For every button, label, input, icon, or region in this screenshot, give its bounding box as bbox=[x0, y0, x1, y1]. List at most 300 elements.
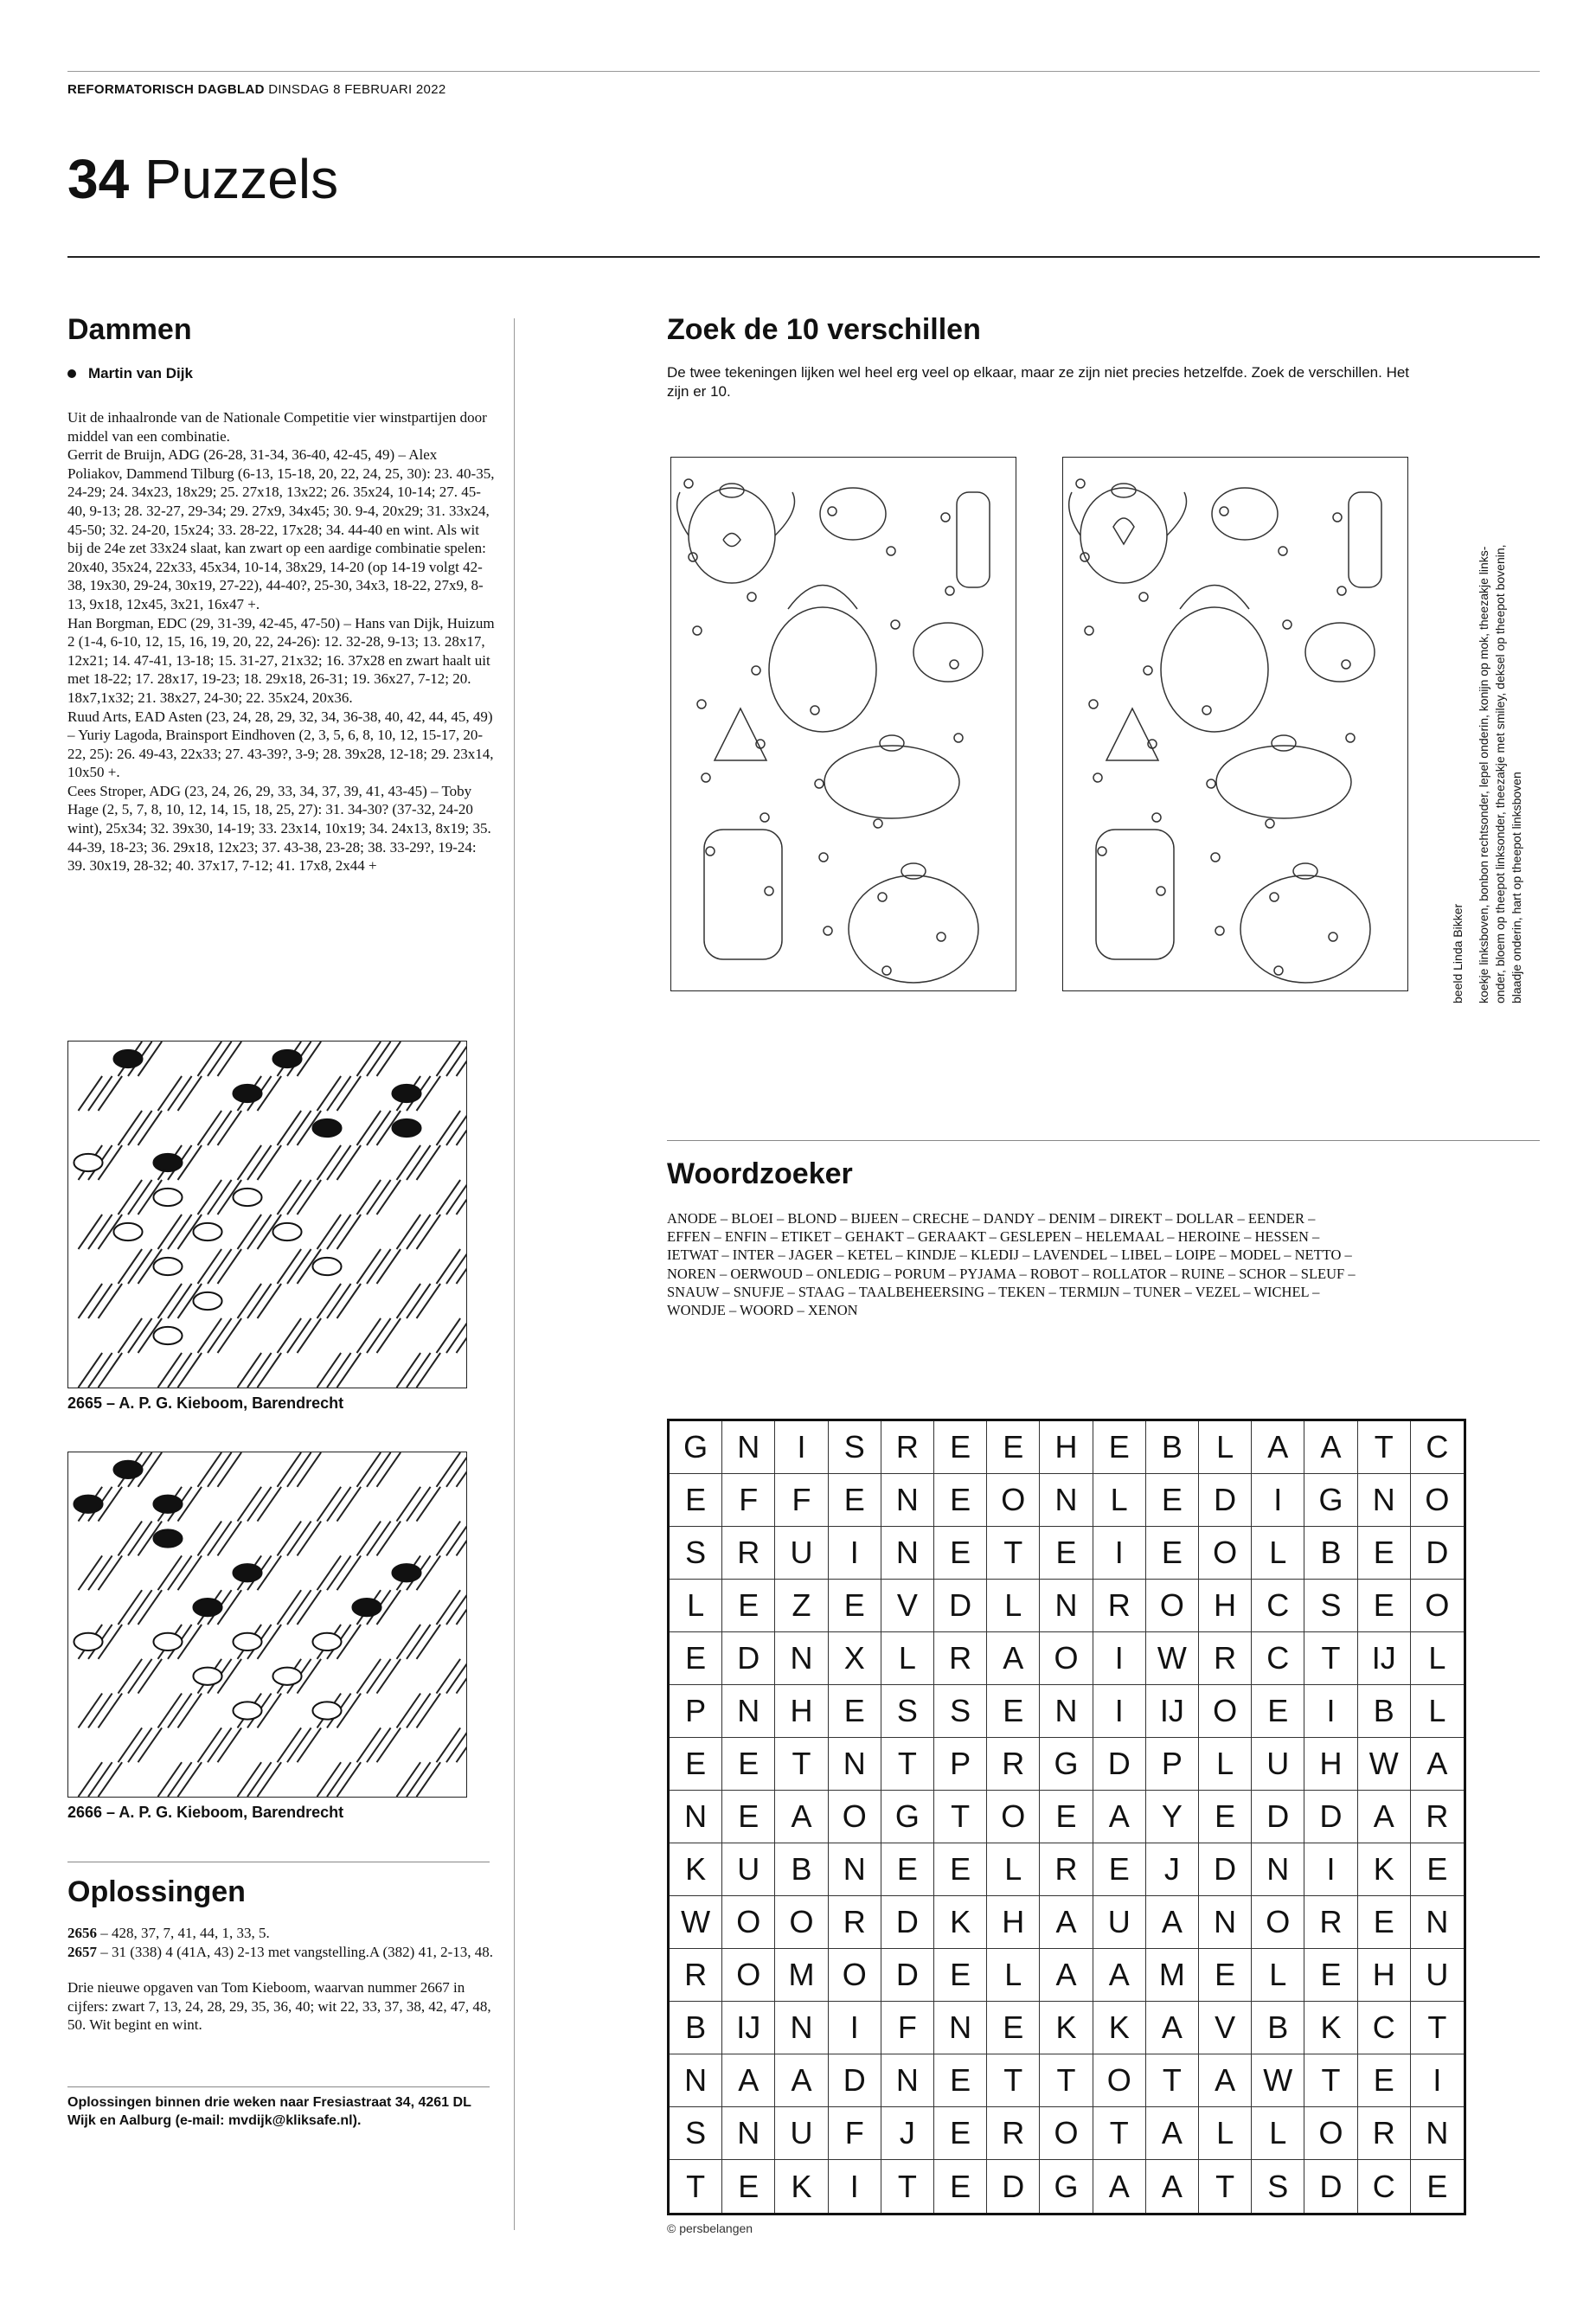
grid-cell[interactable]: L bbox=[670, 1580, 722, 1632]
grid-cell[interactable]: N bbox=[881, 1527, 934, 1580]
decor-circle bbox=[1157, 887, 1165, 895]
grid-cell[interactable]: D bbox=[1304, 2160, 1357, 2213]
grid-cell[interactable]: O bbox=[1146, 1580, 1199, 1632]
grid-cell[interactable]: L bbox=[1199, 1738, 1252, 1791]
grid-cell[interactable]: R bbox=[1304, 1896, 1357, 1949]
grid-cell[interactable]: D bbox=[987, 2160, 1040, 2213]
grid-cell[interactable]: I bbox=[1304, 1843, 1357, 1896]
grid-cell[interactable]: H bbox=[1358, 1949, 1411, 2002]
grid-cell[interactable]: N bbox=[1040, 1474, 1093, 1527]
grid-cell[interactable]: K bbox=[670, 1843, 722, 1896]
grid-cell[interactable]: K bbox=[1093, 2002, 1146, 2054]
teapot-lid-bottom bbox=[901, 863, 926, 879]
board-hatch-line bbox=[407, 1694, 431, 1728]
grid-cell[interactable]: I bbox=[829, 1527, 881, 1580]
grid-cell[interactable]: I bbox=[1093, 1527, 1146, 1580]
grid-cell[interactable]: F bbox=[722, 1474, 775, 1527]
grid-cell[interactable]: C bbox=[1411, 1421, 1464, 1474]
grid-cell[interactable]: E bbox=[1040, 1527, 1093, 1580]
grid-cell[interactable]: E bbox=[1199, 1949, 1252, 2002]
grid-cell[interactable]: I bbox=[1093, 1632, 1146, 1685]
grid-cell[interactable]: A bbox=[1146, 2002, 1199, 2054]
grid-cell[interactable]: H bbox=[1199, 1580, 1252, 1632]
grid-cell[interactable]: H bbox=[1304, 1738, 1357, 1791]
solution-line: blaadje onderin, hart op theepot linksboven bbox=[1509, 772, 1523, 1003]
grid-cell[interactable]: N bbox=[722, 1421, 775, 1474]
grid-cell[interactable]: J bbox=[1146, 1843, 1199, 1896]
board-hatch-line bbox=[178, 1555, 202, 1590]
grid-cell[interactable]: D bbox=[722, 1632, 775, 1685]
grid-cell[interactable]: R bbox=[722, 1527, 775, 1580]
grid-cell[interactable]: O bbox=[1304, 2107, 1357, 2160]
grid-cell[interactable]: U bbox=[722, 1843, 775, 1896]
grid-cell[interactable]: W bbox=[670, 1896, 722, 1949]
grid-cell[interactable]: A bbox=[1358, 1791, 1411, 1843]
board-hatch-line bbox=[287, 1522, 311, 1556]
decor-circle bbox=[1144, 666, 1152, 675]
board-hatch-line bbox=[238, 1284, 262, 1318]
grid-cell[interactable]: F bbox=[881, 2002, 934, 2054]
grid-cell[interactable]: B bbox=[1252, 2002, 1304, 2054]
board-hatch-line bbox=[337, 1076, 362, 1111]
grid-cell[interactable]: I bbox=[775, 1421, 828, 1474]
grid-cell[interactable]: IJ bbox=[1358, 1632, 1411, 1685]
grid-cell[interactable]: P bbox=[934, 1738, 987, 1791]
board-hatch-line bbox=[218, 1318, 242, 1353]
grid-cell[interactable]: L bbox=[1252, 1527, 1304, 1580]
grid-cell[interactable]: B bbox=[1304, 1527, 1357, 1580]
grid-cell[interactable]: A bbox=[1411, 1738, 1464, 1791]
grid-cell[interactable]: N bbox=[1252, 1843, 1304, 1896]
grid-cell[interactable]: L bbox=[1199, 2107, 1252, 2160]
grid-cell[interactable]: A bbox=[1093, 1949, 1146, 2002]
grid-cell[interactable]: F bbox=[775, 1474, 828, 1527]
grid-cell[interactable]: T bbox=[775, 1738, 828, 1791]
grid-cell[interactable]: I bbox=[1411, 2054, 1464, 2107]
grid-cell[interactable]: A bbox=[775, 1791, 828, 1843]
grid-cell[interactable]: N bbox=[670, 2054, 722, 2107]
grid-cell[interactable]: T bbox=[1304, 2054, 1357, 2107]
grid-cell[interactable]: E bbox=[829, 1474, 881, 1527]
grid-cell[interactable]: N bbox=[829, 1843, 881, 1896]
grid-cell[interactable]: E bbox=[934, 1474, 987, 1527]
grid-cell[interactable]: P bbox=[670, 1685, 722, 1738]
grid-cell[interactable]: T bbox=[1411, 2002, 1464, 2054]
board-hatch-line bbox=[337, 1215, 362, 1249]
grid-cell[interactable]: T bbox=[1304, 1632, 1357, 1685]
grid-cell[interactable]: O bbox=[987, 1791, 1040, 1843]
grid-cell[interactable]: O bbox=[987, 1474, 1040, 1527]
grid-cell[interactable]: B bbox=[775, 1843, 828, 1896]
grid-cell[interactable]: A bbox=[1252, 1421, 1304, 1474]
grid-cell[interactable]: N bbox=[829, 1738, 881, 1791]
grid-cell[interactable]: B bbox=[1146, 1421, 1199, 1474]
grid-cell[interactable]: A bbox=[1093, 1791, 1146, 1843]
grid-cell[interactable]: W bbox=[1358, 1738, 1411, 1791]
grid-cell[interactable]: C bbox=[1252, 1580, 1304, 1632]
grid-cell[interactable]: R bbox=[1199, 1632, 1252, 1685]
grid-cell[interactable]: E bbox=[1358, 1896, 1411, 1949]
grid-cell[interactable]: G bbox=[1040, 2160, 1093, 2213]
grid-cell[interactable]: C bbox=[1358, 2160, 1411, 2213]
grid-cell[interactable]: J bbox=[881, 2107, 934, 2160]
board-hatch-line bbox=[238, 1487, 262, 1522]
grid-cell[interactable]: S bbox=[670, 1527, 722, 1580]
board-hatch-line bbox=[178, 1353, 202, 1388]
grid-cell[interactable]: R bbox=[987, 1738, 1040, 1791]
board-hatch-line bbox=[437, 1042, 461, 1076]
grid-cell[interactable]: G bbox=[881, 1791, 934, 1843]
grid-cell[interactable]: R bbox=[881, 1421, 934, 1474]
grid-cell[interactable]: IJ bbox=[722, 2002, 775, 2054]
grid-cell[interactable]: E bbox=[934, 2107, 987, 2160]
grid-cell[interactable]: O bbox=[775, 1896, 828, 1949]
grid-cell[interactable]: U bbox=[775, 1527, 828, 1580]
decor-circle bbox=[811, 706, 819, 715]
board-hatch-line bbox=[278, 1249, 302, 1284]
grid-cell[interactable]: T bbox=[1146, 2054, 1199, 2107]
decor-circle bbox=[1211, 853, 1220, 862]
black-piece bbox=[272, 1050, 301, 1067]
grid-cell[interactable]: O bbox=[1411, 1474, 1464, 1527]
oplossingen-title: Oplossingen bbox=[67, 1875, 246, 1908]
board-hatch-line bbox=[357, 1522, 381, 1556]
grid-cell[interactable]: E bbox=[881, 1843, 934, 1896]
board-hatch-line bbox=[417, 1762, 441, 1797]
board-hatch-line bbox=[247, 1487, 272, 1522]
grid-cell[interactable]: N bbox=[775, 1632, 828, 1685]
board-hatch-line bbox=[278, 1590, 302, 1625]
grid-cell[interactable]: T bbox=[1040, 2054, 1093, 2107]
grid-cell[interactable]: A bbox=[1040, 1896, 1093, 1949]
board-hatch-line bbox=[397, 1215, 421, 1249]
grid-cell[interactable]: F bbox=[829, 2107, 881, 2160]
grid-cell[interactable]: T bbox=[670, 2160, 722, 2213]
grid-cell[interactable]: E bbox=[987, 2002, 1040, 2054]
grid-cell[interactable]: L bbox=[1199, 1421, 1252, 1474]
board-hatch-line bbox=[138, 1111, 163, 1145]
grid-cell[interactable]: S bbox=[934, 1685, 987, 1738]
grid-cell[interactable]: O bbox=[1093, 2054, 1146, 2107]
grid-cell[interactable]: D bbox=[1304, 1791, 1357, 1843]
board-hatch-line bbox=[317, 1284, 342, 1318]
black-piece bbox=[153, 1529, 182, 1547]
grid-cell[interactable]: K bbox=[934, 1896, 987, 1949]
grid-cell[interactable]: L bbox=[987, 1843, 1040, 1896]
board-hatch-line bbox=[417, 1694, 441, 1728]
grid-cell[interactable]: N bbox=[1199, 1896, 1252, 1949]
grid-cell[interactable]: P bbox=[1146, 1738, 1199, 1791]
grid-cell[interactable]: D bbox=[1093, 1738, 1146, 1791]
board-hatch-line bbox=[208, 1249, 232, 1284]
grid-cell[interactable]: N bbox=[1358, 1474, 1411, 1527]
grid-cell[interactable]: V bbox=[881, 1580, 934, 1632]
grid-cell[interactable]: I bbox=[1093, 1685, 1146, 1738]
grid-cell[interactable]: R bbox=[670, 1949, 722, 2002]
grid-cell[interactable]: C bbox=[1252, 1632, 1304, 1685]
board-hatch-line bbox=[168, 1353, 192, 1388]
grid-cell[interactable]: R bbox=[934, 1632, 987, 1685]
grid-cell[interactable]: A bbox=[1146, 2107, 1199, 2160]
teapot-spout bbox=[1167, 492, 1187, 535]
grid-cell[interactable]: A bbox=[722, 2054, 775, 2107]
grid-cell[interactable]: U bbox=[775, 2107, 828, 2160]
grid-cell[interactable]: D bbox=[829, 2054, 881, 2107]
grid-cell[interactable]: D bbox=[934, 1580, 987, 1632]
grid-cell[interactable]: H bbox=[987, 1896, 1040, 1949]
decor-circle bbox=[874, 819, 882, 828]
grid-cell[interactable]: T bbox=[934, 1791, 987, 1843]
grid-cell[interactable]: W bbox=[1252, 2054, 1304, 2107]
grid-cell[interactable]: N bbox=[881, 2054, 934, 2107]
board-hatch-line bbox=[198, 1042, 222, 1076]
grid-cell[interactable]: T bbox=[1199, 2160, 1252, 2213]
grid-cell[interactable]: E bbox=[1358, 1580, 1411, 1632]
board-hatch-line bbox=[247, 1215, 272, 1249]
grid-cell[interactable]: R bbox=[1358, 2107, 1411, 2160]
grid-cell[interactable]: E bbox=[1146, 1474, 1199, 1527]
grid-cell[interactable]: S bbox=[1304, 1580, 1357, 1632]
decor-circle bbox=[941, 513, 950, 522]
grid-cell[interactable]: E bbox=[829, 1685, 881, 1738]
decor-circle bbox=[1202, 706, 1211, 715]
grid-cell[interactable]: X bbox=[829, 1632, 881, 1685]
grid-cell[interactable]: T bbox=[987, 2054, 1040, 2107]
grid-cell[interactable]: E bbox=[722, 1791, 775, 1843]
grid-cell[interactable]: O bbox=[1040, 1632, 1093, 1685]
grid-cell[interactable]: R bbox=[1040, 1843, 1093, 1896]
grid-cell[interactable]: L bbox=[881, 1632, 934, 1685]
grid-cell[interactable]: I bbox=[1304, 1685, 1357, 1738]
teapot-lid-heart bbox=[880, 735, 904, 751]
grid-cell[interactable]: O bbox=[722, 1949, 775, 2002]
grid-cell[interactable]: E bbox=[829, 1580, 881, 1632]
grid-cell[interactable]: N bbox=[934, 2002, 987, 2054]
grid-cell[interactable]: A bbox=[1146, 2160, 1199, 2213]
board-hatch-line bbox=[218, 1452, 242, 1487]
grid-cell[interactable]: N bbox=[1040, 1580, 1093, 1632]
decor-circle bbox=[1342, 660, 1350, 669]
verschillen-title: Zoek de 10 verschillen bbox=[667, 313, 981, 346]
grid-cell[interactable]: E bbox=[987, 1421, 1040, 1474]
grid-cell[interactable]: N bbox=[775, 2002, 828, 2054]
grid-cell[interactable]: O bbox=[1252, 1896, 1304, 1949]
board-hatch-line bbox=[437, 1522, 461, 1556]
board-hatch-line bbox=[367, 1111, 391, 1145]
grid-cell[interactable]: K bbox=[775, 2160, 828, 2213]
board-hatch-line bbox=[158, 1215, 183, 1249]
grid-cell[interactable]: I bbox=[1252, 1474, 1304, 1527]
grid-cell[interactable]: K bbox=[1358, 1843, 1411, 1896]
grid-cell[interactable]: E bbox=[934, 1843, 987, 1896]
decor-circle bbox=[1215, 926, 1224, 935]
grid-cell[interactable]: G bbox=[1040, 1738, 1093, 1791]
grid-cell[interactable]: O bbox=[1411, 1580, 1464, 1632]
grid-cell[interactable]: N bbox=[722, 2107, 775, 2160]
grid-cell[interactable]: D bbox=[881, 1949, 934, 2002]
grid-cell[interactable]: E bbox=[670, 1738, 722, 1791]
grid-cell[interactable]: E bbox=[934, 2054, 987, 2107]
word-search-grid bbox=[667, 1419, 1466, 2215]
grid-cell[interactable]: I bbox=[829, 2160, 881, 2213]
grid-cell[interactable]: N bbox=[670, 1791, 722, 1843]
grid-cell[interactable]: N bbox=[1411, 1896, 1464, 1949]
grid-cell[interactable]: E bbox=[1304, 1949, 1357, 2002]
grid-cell[interactable]: V bbox=[1199, 2002, 1252, 2054]
board-hatch-line bbox=[158, 1555, 183, 1590]
grid-cell[interactable]: L bbox=[1252, 2107, 1304, 2160]
grid-cell[interactable]: E bbox=[934, 1949, 987, 2002]
grid-cell[interactable]: L bbox=[987, 1949, 1040, 2002]
grid-cell[interactable]: D bbox=[1199, 1474, 1252, 1527]
grid-cell[interactable]: N bbox=[1040, 1685, 1093, 1738]
board-hatch-line bbox=[158, 1284, 183, 1318]
grid-cell[interactable]: B bbox=[670, 2002, 722, 2054]
grid-cell[interactable]: A bbox=[775, 2054, 828, 2107]
board-hatch-line bbox=[417, 1145, 441, 1180]
grid-cell[interactable]: E bbox=[1146, 1527, 1199, 1580]
grid-cell[interactable]: E bbox=[987, 1685, 1040, 1738]
teapot-dotted bbox=[1161, 607, 1268, 732]
board-hatch-line bbox=[178, 1694, 202, 1728]
grid-cell[interactable]: M bbox=[1146, 1949, 1199, 2002]
grid-cell[interactable]: E bbox=[1040, 1791, 1093, 1843]
grid-cell[interactable]: D bbox=[1199, 1843, 1252, 1896]
grid-cell[interactable]: O bbox=[1199, 1685, 1252, 1738]
grid-cell[interactable]: L bbox=[987, 1580, 1040, 1632]
grid-cell[interactable]: E bbox=[934, 2160, 987, 2213]
grid-cell[interactable]: E bbox=[1252, 1685, 1304, 1738]
board-hatch-line bbox=[218, 1042, 242, 1076]
grid-cell[interactable]: S bbox=[881, 1685, 934, 1738]
grid-cell[interactable]: C bbox=[1358, 2002, 1411, 2054]
grid-cell[interactable]: T bbox=[1093, 2107, 1146, 2160]
grid-cell[interactable]: A bbox=[1199, 2054, 1252, 2107]
board-hatch-line bbox=[397, 1145, 421, 1180]
grid-cell[interactable]: E bbox=[1358, 1527, 1411, 1580]
grid-cell[interactable]: S bbox=[1252, 2160, 1304, 2213]
grid-cell[interactable]: N bbox=[722, 1685, 775, 1738]
black-piece bbox=[392, 1085, 420, 1102]
teapot-hearts bbox=[1216, 746, 1351, 818]
grid-cell[interactable]: Y bbox=[1146, 1791, 1199, 1843]
board-hatch-line bbox=[377, 1180, 401, 1215]
draughts-board-2665 bbox=[67, 1041, 467, 1388]
grid-cell[interactable]: A bbox=[1040, 1949, 1093, 2002]
grid-cell[interactable]: A bbox=[1093, 2160, 1146, 2213]
board-hatch-line bbox=[407, 1762, 431, 1797]
teapot-small bbox=[820, 488, 886, 540]
grid-cell[interactable]: A bbox=[1304, 1421, 1357, 1474]
grid-cell[interactable]: R bbox=[1093, 1580, 1146, 1632]
board-hatch-line bbox=[258, 1353, 282, 1388]
grid-cell[interactable]: G bbox=[670, 1421, 722, 1474]
differences-solution bbox=[1476, 544, 1525, 1003]
grid-cell[interactable]: R bbox=[987, 2107, 1040, 2160]
grid-cell[interactable]: L bbox=[1411, 1632, 1464, 1685]
grid-cell[interactable]: E bbox=[1426, 2168, 1448, 2204]
grid-cell[interactable]: E bbox=[1093, 1843, 1146, 1896]
board-hatch-line bbox=[79, 1076, 103, 1111]
board-hatch-line bbox=[178, 1762, 202, 1797]
grid-cell[interactable]: T bbox=[881, 2160, 934, 2213]
teapot-hearts bbox=[824, 746, 959, 818]
grid-cell[interactable]: M bbox=[775, 1949, 828, 2002]
grid-cell[interactable]: E bbox=[1093, 1421, 1146, 1474]
grid-cell[interactable]: E bbox=[1358, 2054, 1411, 2107]
teapot-lid-bottom bbox=[1293, 863, 1317, 879]
grid-cell[interactable]: E bbox=[722, 1580, 775, 1632]
board-hatch-line bbox=[198, 1452, 222, 1487]
grid-cell[interactable]: L bbox=[1093, 1474, 1146, 1527]
grid-cell[interactable]: O bbox=[1199, 1527, 1252, 1580]
grid-cell[interactable]: O bbox=[1040, 2107, 1093, 2160]
board-hatch-line bbox=[247, 1762, 272, 1797]
grid-cell[interactable]: A bbox=[987, 1632, 1040, 1685]
grid-cell[interactable]: Z bbox=[775, 1580, 828, 1632]
grid-cell[interactable]: T bbox=[1358, 1421, 1411, 1474]
grid-cell[interactable]: E bbox=[722, 1738, 775, 1791]
grid-cell[interactable]: D bbox=[1252, 1791, 1304, 1843]
grid-cell[interactable]: K bbox=[1040, 2002, 1093, 2054]
grid-cell[interactable]: G bbox=[1304, 1474, 1357, 1527]
grid-cell[interactable]: IJ bbox=[1146, 1685, 1199, 1738]
grid-cell[interactable]: K bbox=[1304, 2002, 1357, 2054]
solution-line: onder, bloem op theepot linksonder, theezakje met smiley, deksel op theepot bovenin, bbox=[1493, 544, 1507, 1003]
grid-cell[interactable]: I bbox=[829, 2002, 881, 2054]
grid-cell[interactable]: T bbox=[881, 1738, 934, 1791]
grid-cell[interactable]: H bbox=[775, 1685, 828, 1738]
grid-cell[interactable]: O bbox=[829, 1791, 881, 1843]
grid-cell[interactable]: T bbox=[987, 1527, 1040, 1580]
grid-cell[interactable]: O bbox=[829, 1949, 881, 2002]
grid-cell[interactable]: E bbox=[1199, 1791, 1252, 1843]
grid-cell[interactable]: D bbox=[1411, 1527, 1464, 1580]
grid-cell[interactable]: R bbox=[829, 1896, 881, 1949]
grid-cell[interactable]: N bbox=[881, 1474, 934, 1527]
grid-cell[interactable]: S bbox=[670, 2107, 722, 2160]
grid-cell[interactable]: U bbox=[1411, 1949, 1464, 2002]
solution-number: 2657 bbox=[67, 1943, 97, 1960]
grid-cell[interactable]: U bbox=[1252, 1738, 1304, 1791]
grid-cell[interactable]: E bbox=[934, 1527, 987, 1580]
drawing-right bbox=[1062, 457, 1408, 991]
word-list-line: EFFEN – ENFIN – ETIKET – GEHAKT – GERAAKT – GESLEPEN – HELEMAAL – HEROINE – HESSEN – bbox=[667, 1228, 1320, 1246]
grid-cell[interactable]: U bbox=[1093, 1896, 1146, 1949]
grid-cell[interactable]: A bbox=[1146, 1896, 1199, 1949]
grid-cell[interactable]: W bbox=[1146, 1632, 1199, 1685]
board-hatch-line bbox=[198, 1522, 222, 1556]
grid-cell[interactable]: O bbox=[722, 1896, 775, 1949]
grid-cell[interactable]: E bbox=[670, 1474, 722, 1527]
grid-cell[interactable]: B bbox=[1358, 1685, 1411, 1738]
grid-cell[interactable]: E bbox=[1411, 1843, 1464, 1896]
grid-cell[interactable]: S bbox=[829, 1421, 881, 1474]
grid-cell[interactable]: R bbox=[1411, 1791, 1464, 1843]
grid-cell[interactable]: L bbox=[1252, 1949, 1304, 2002]
board-hatch-line bbox=[128, 1318, 152, 1353]
board-hatch-line bbox=[278, 1318, 302, 1353]
grid-cell[interactable]: E bbox=[670, 1632, 722, 1685]
grid-cell[interactable]: D bbox=[881, 1896, 934, 1949]
grid-cell[interactable]: H bbox=[1040, 1421, 1093, 1474]
decor-circle bbox=[815, 779, 824, 788]
grid-cell[interactable]: L bbox=[1411, 1685, 1464, 1738]
grid-cell[interactable]: E bbox=[722, 2160, 775, 2213]
grid-cell[interactable]: E bbox=[934, 1421, 987, 1474]
board-hatch-line bbox=[367, 1180, 391, 1215]
grid-cell[interactable]: N bbox=[1411, 2107, 1464, 2160]
